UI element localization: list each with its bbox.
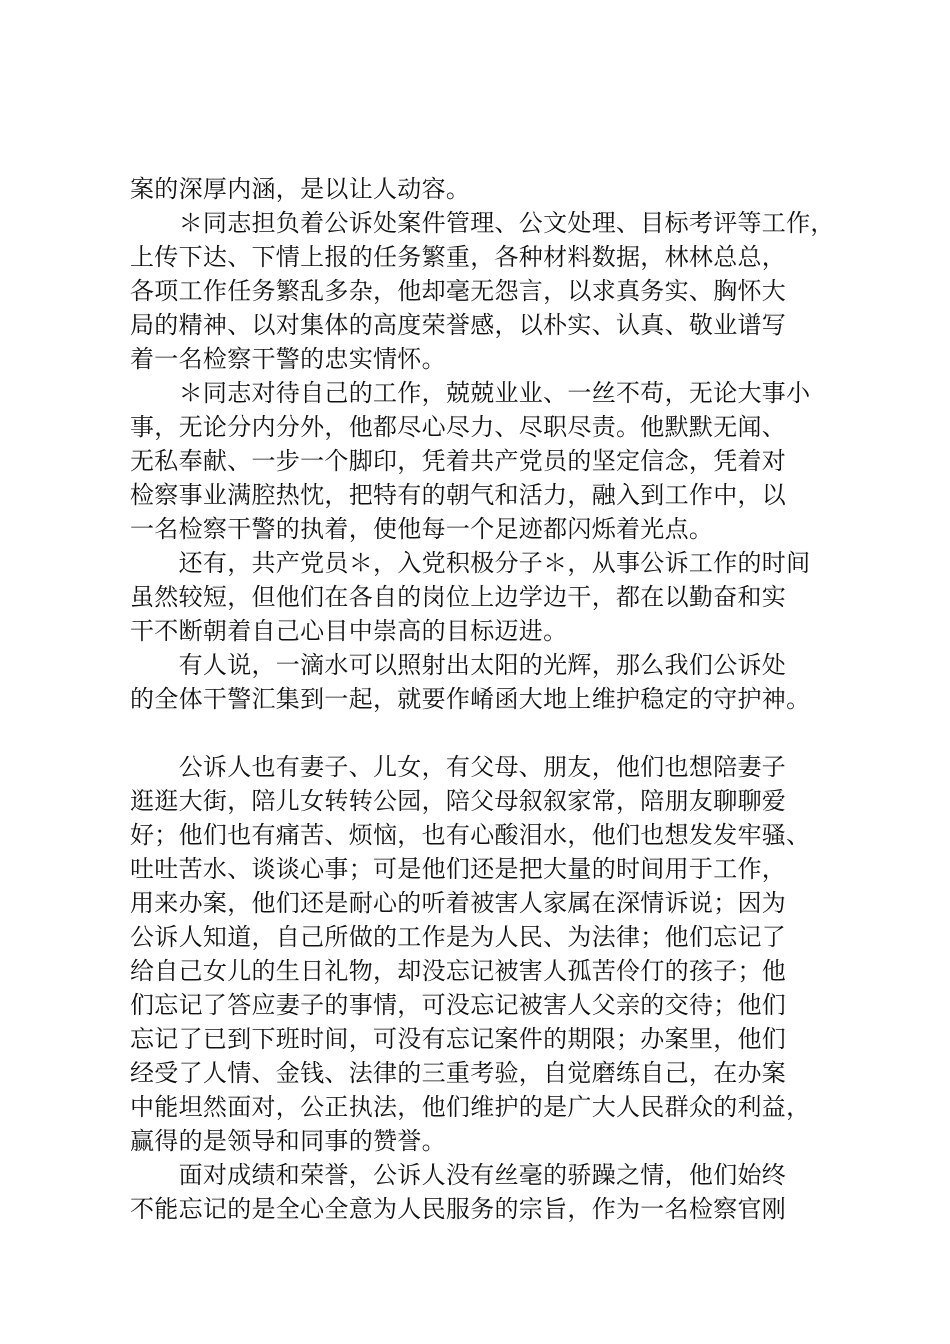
text-line: 案的深厚内涵，是以让人动容。 bbox=[130, 175, 471, 203]
text-line: 局的精神、以对集体的高度荣誉感，以朴实、认真、敬业谱写 bbox=[130, 311, 787, 339]
text-line: 还有，共产党员＊，入党积极分子＊，从事公诉工作的时间 bbox=[130, 549, 811, 577]
text-line: 着一名检察干警的忠实情怀。 bbox=[130, 345, 446, 373]
text-line: 中能坦然面对，公正执法，他们维护的是广大人民群众的利益， bbox=[130, 1093, 811, 1121]
text-line: 一名检察干警的执着，使他每一个足迹都闪烁着光点。 bbox=[130, 515, 714, 543]
text-line: 逛逛大街，陪儿女转转公园，陪父母叙叙家常，陪朋友聊聊爱 bbox=[130, 787, 787, 815]
text-line: 忘记了已到下班时间，可没有忘记案件的期限；办案里，他们 bbox=[130, 1025, 787, 1053]
text-line: 干不断朝着自己心目中崇高的目标迈进。 bbox=[130, 617, 568, 645]
text-line: 虽然较短，但他们在各自的岗位上边学边干，都在以勤奋和实 bbox=[130, 583, 787, 611]
text-line: 面对成绩和荣誉，公诉人没有丝毫的骄躁之情，他们始终 bbox=[130, 1161, 787, 1189]
text-line: 各项工作任务繁乱多杂，他却毫无怨言，以求真务实、胸怀大 bbox=[130, 277, 787, 305]
text-line: 的全体干警汇集到一起，就要作崤函大地上维护稳定的守护神。 bbox=[130, 685, 811, 713]
text-line: 无私奉献、一步一个脚印，凭着共产党员的坚定信念，凭着对 bbox=[130, 447, 787, 475]
text-line: 上传下达、下情上报的任务繁重，各种材料数据，林林总总， bbox=[130, 243, 787, 271]
text-line: 给自己女儿的生日礼物，却没忘记被害人孤苦伶仃的孩子；他 bbox=[130, 957, 787, 985]
text-line: 公诉人也有妻子、儿女，有父母、朋友，他们也想陪妻子 bbox=[130, 753, 787, 781]
text-line: 不能忘记的是全心全意为人民服务的宗旨，作为一名检察官刚 bbox=[130, 1195, 787, 1223]
text-line: 赢得的是领导和同事的赞誉。 bbox=[130, 1127, 446, 1155]
text-line: ＊同志担负着公诉处案件管理、公文处理、目标考评等工作， bbox=[130, 209, 835, 237]
text-line: 有人说，一滴水可以照射出太阳的光辉，那么我们公诉处 bbox=[130, 651, 787, 679]
text-line: 好；他们也有痛苦、烦恼，也有心酸泪水，他们也想发发牢骚、 bbox=[130, 821, 811, 849]
text-line: 经受了人情、金钱、法律的三重考验，自觉磨练自己，在办案 bbox=[130, 1059, 787, 1087]
text-line: 事，无论分内分外，他都尽心尽力、尽职尽责。他默默无闻、 bbox=[130, 413, 787, 441]
text-line: 吐吐苦水、谈谈心事；可是他们还是把大量的时间用于工作， bbox=[130, 855, 787, 883]
text-line: ＊同志对待自己的工作，兢兢业业、一丝不苟，无论大事小 bbox=[130, 379, 811, 407]
text-line: 们忘记了答应妻子的事情，可没忘记被害人父亲的交待；他们 bbox=[130, 991, 787, 1019]
text-line: 公诉人知道，自己所做的工作是为人民、为法律；他们忘记了 bbox=[130, 923, 787, 951]
text-line: 检察事业满腔热忱，把特有的朝气和活力，融入到工作中，以 bbox=[130, 481, 787, 509]
text-line: 用来办案，他们还是耐心的听着被害人家属在深情诉说；因为 bbox=[130, 889, 787, 917]
